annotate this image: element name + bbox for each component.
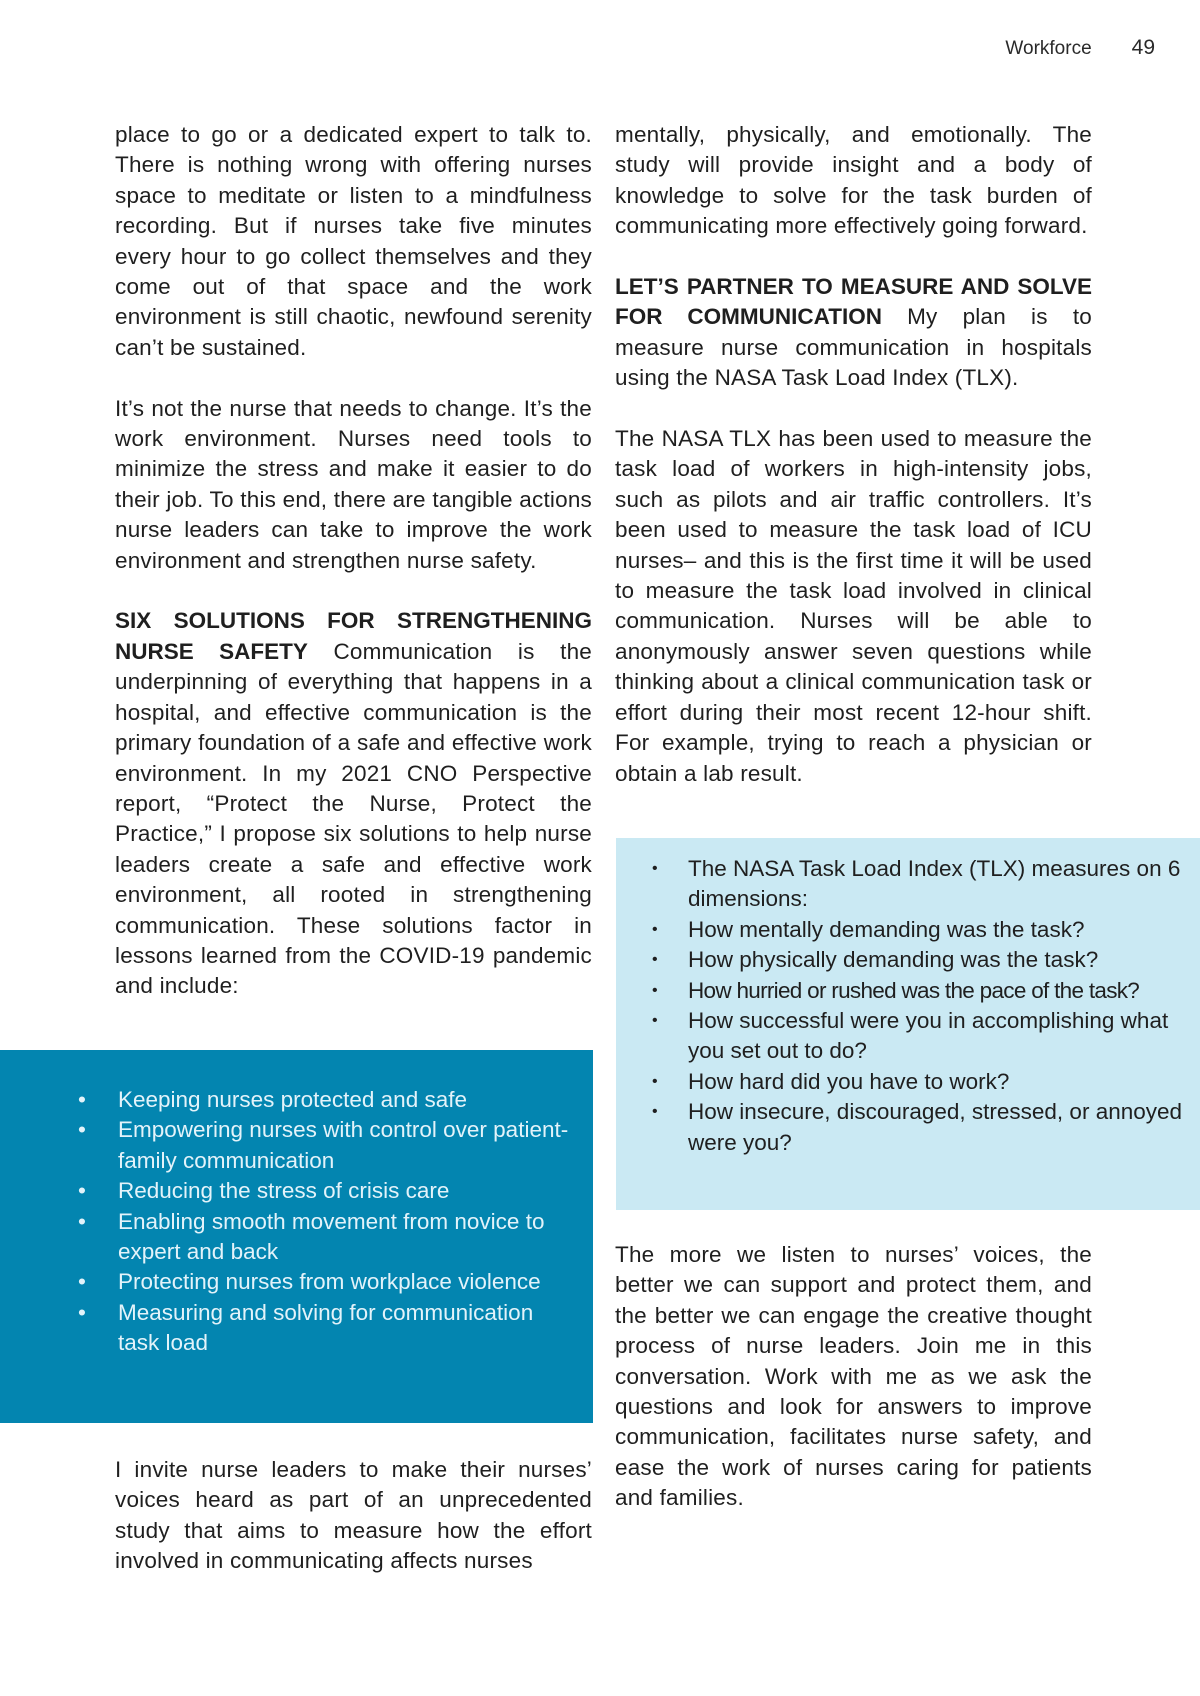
list-item: • Enabling smooth movement from novice to expert and back [78, 1208, 545, 1265]
bullet-icon: • [78, 1299, 86, 1325]
paragraph: The more we listen to nurses’ voices, the better we can support and protect them, and the better we can engage the creative thought process of nurse leaders. Join me in this conversation. Work with me as we ask the questions and look for answers to improve communication, facilitates nurse safety, and ease the work of nurses caring for patients and families. [615, 1242, 1092, 1511]
paragraph: I invite nurse leaders to make their nurses’ voices heard as part of an unprecedented study that aims to measure how the effort involved in communicating affects nurses [115, 1457, 592, 1574]
paragraph: mentally, physically, and emotionally. The study will provide insight and a body of knowledge to solve for the task burden of communicating more effectively going forward. [615, 122, 1092, 239]
bullet-icon: • [78, 1208, 86, 1234]
section-label: Workforce [1005, 38, 1092, 59]
section-heading: SIX SOLUTIONS FOR STRENGTHENING NURSE SAFETY [115, 608, 592, 664]
right-column-continued [615, 1240, 1092, 1544]
tlx-list [636, 854, 1196, 1158]
right-column [615, 120, 1092, 819]
list-item: • Measuring and solving for communication task load [78, 1299, 534, 1356]
bullet-icon: • [652, 1072, 658, 1090]
bullet-icon: • [652, 1103, 658, 1121]
paragraph [115, 606, 592, 1001]
paragraph-body: My plan is to measure nurse communication in hospitals using the NASA Task Load Index (TLX). [615, 304, 1092, 391]
list-item: • Empowering nurses with control over patient-family communication [78, 1117, 569, 1173]
list-item: • How physically demanding was the task? [636, 945, 1196, 975]
left-column [115, 120, 592, 1032]
bullet-icon: • [652, 860, 658, 877]
bullet-icon: • [78, 1269, 86, 1295]
list-item: • How hurried or rushed was the pace of the task? [636, 976, 1196, 1006]
bullet-icon: • [652, 981, 657, 999]
list-item: • Protecting nurses from workplace violence [78, 1267, 578, 1297]
solutions-callout [0, 1050, 593, 1423]
list-item: • Reducing the stress of crisis care [78, 1176, 578, 1206]
bullet-icon: • [78, 1117, 86, 1143]
list-item: • How insecure, discouraged, stressed, or annoyed were you? [652, 1099, 1183, 1155]
list-item: • The NASA Task Load Index (TLX) measures on 6 dimensions: [652, 856, 1181, 912]
paragraph-body: Communication is the underpinning of everything that happens in a hospital, and effective communication is the primary foundation of a safe and effective work environment. In my 2021 CNO Perspective report, “Protect the Nurse, Protect the Practice,” I propose six solutions to help nurse leaders create a safe and effective work environment, all rooted in strengthening communication. These solutions factor in lessons learned from the COVID-19 pandemic and include: [115, 638, 593, 999]
paragraph: It’s not the nurse that needs to change. It’s the work environment. Nurses need tools to minimize the stress and make it easier to do their job. To this end, there are tangible actions nurse leaders can take to improve the work environment and strengthen nurse safety. [115, 395, 592, 573]
page-number: 49 [1131, 36, 1155, 59]
paragraph [615, 272, 1092, 394]
list-item: • How mentally demanding was the task? [636, 915, 1196, 945]
paragraph: place to go or a dedicated expert to talk to. There is nothing wrong with offering nurses space to meditate or listen to a mindfulness recording. But if nurses take five minutes every hour to go collect themselves and they come out of that space and the work environment is still chaotic, newfound serenity can’t be sustained. [115, 122, 592, 360]
left-column-continued [115, 1455, 592, 1607]
page-header [1005, 36, 1155, 60]
bullet-icon: • [652, 951, 658, 969]
tlx-callout [616, 838, 1200, 1210]
solutions-list [78, 1085, 578, 1359]
section-heading: LET’S PARTNER TO MEASURE AND SOLVE FOR COMMUNICATION [615, 274, 1092, 330]
bullet-icon: • [652, 920, 658, 938]
bullet-icon: • [78, 1178, 86, 1204]
list-item: • How hard did you have to work? [636, 1067, 1196, 1097]
list-item: • Keeping nurses protected and safe [78, 1085, 578, 1115]
paragraph: The NASA TLX has been used to measure the task load of workers in high-intensity jobs, such as pilots and air traffic controllers. It’s been used to measure the task load of ICU nurses– and this is the first time it will be used to measure the task load involved in clinical communication. Nurses will be able to anonymously answer seven questions while thinking about a clinical communication task or effort during their most recent 12-hour shift. For example, trying to reach a physician or obtain a lab result. [615, 426, 1092, 786]
bullet-icon: • [78, 1087, 86, 1112]
bullet-icon: • [652, 1012, 658, 1030]
list-item: • How successful were you in accomplishing what you set out to do? [652, 1008, 1169, 1064]
